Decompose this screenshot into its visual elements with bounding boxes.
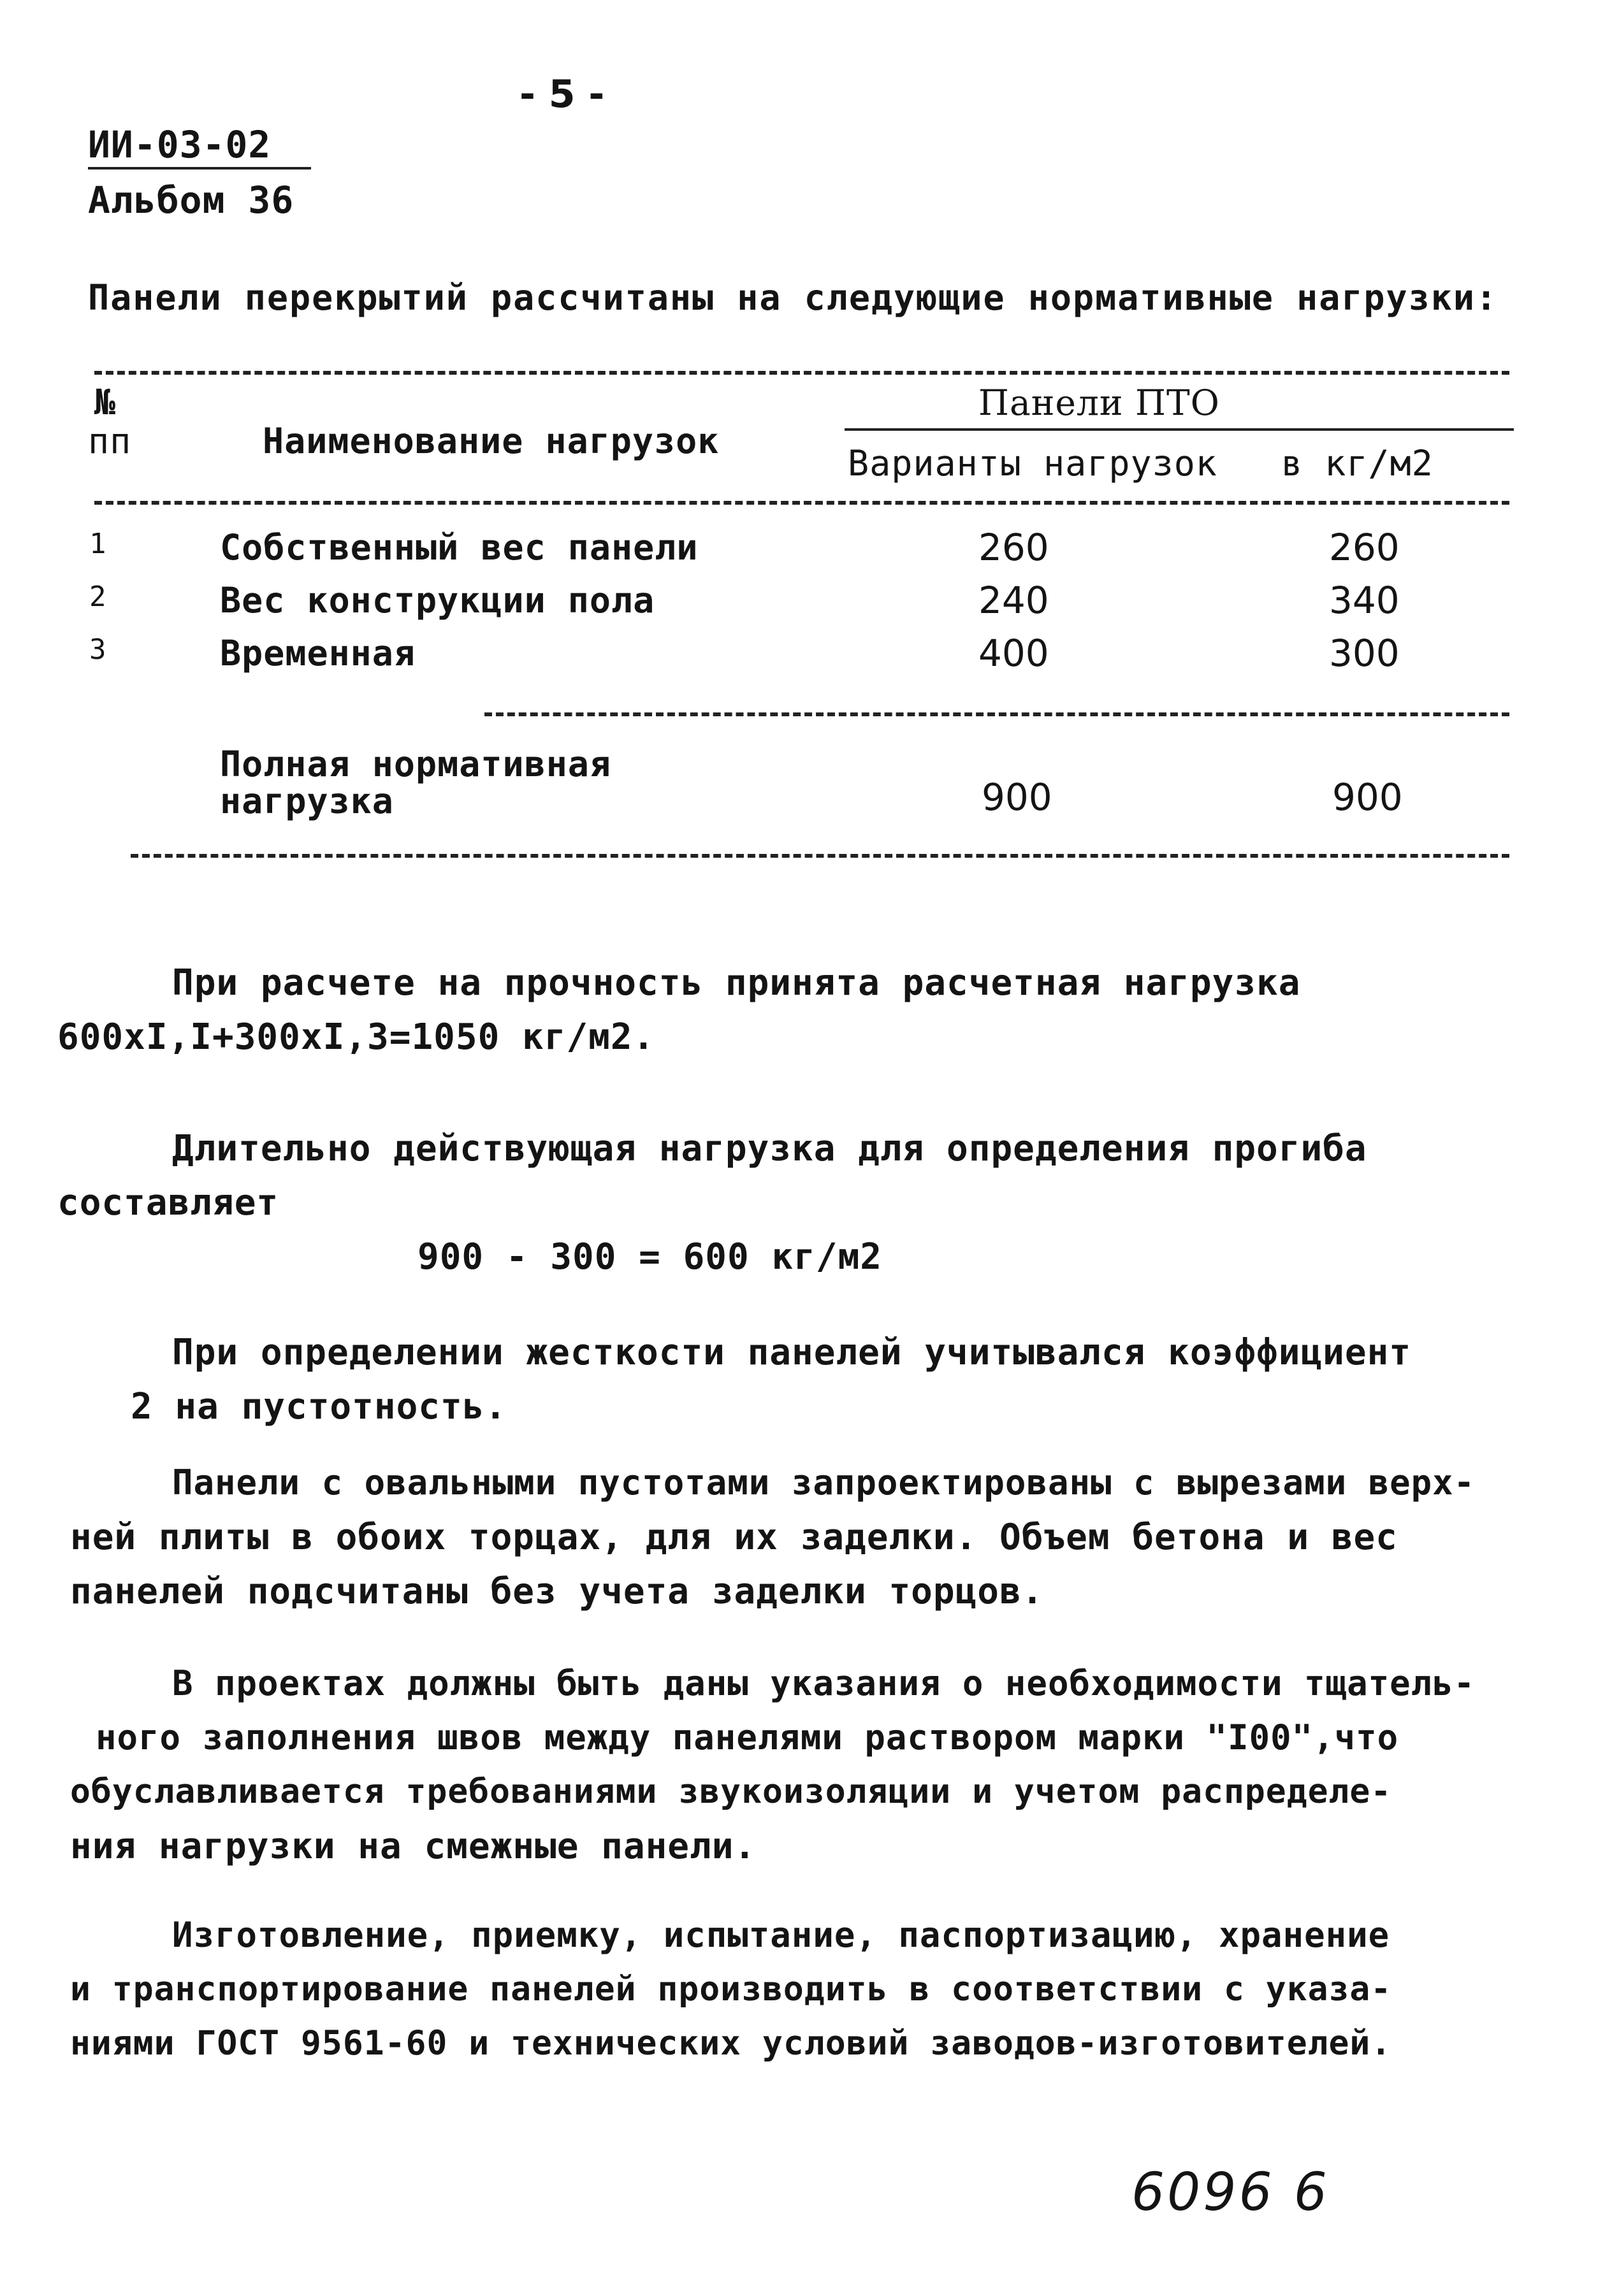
group-header-underline — [845, 428, 1514, 431]
table-header-rule — [94, 501, 1509, 505]
paragraph-line: 2 на пустотность. — [131, 1386, 507, 1427]
paragraph-line: При определении жесткости панелей учитывался коэффициент — [172, 1332, 1412, 1373]
handwritten-page-code: 6096 6 — [1131, 2162, 1330, 2223]
paragraph-line: Панели с овальными пустотами запроектированы с вырезами верх- — [172, 1462, 1476, 1503]
total-value-variant2: 900 — [1332, 776, 1403, 819]
row-value-variant1: 240 — [978, 579, 1049, 622]
paragraph-line: и транспортирование панелей производить в соответствии с указа- — [70, 1970, 1392, 2009]
document-code-underline — [88, 167, 311, 170]
col-num-header: № — [94, 382, 117, 422]
paragraph-line: обуславливается требованиями звукоизоляции и учетом распределе- — [70, 1772, 1392, 1811]
paragraph-line: панелей подсчитаны без учета заделки торцов. — [70, 1571, 1044, 1612]
paragraph-line: Изготовление, приемку, испытание, паспортизацию, хранение — [172, 1915, 1390, 1955]
total-label-line2: нагрузка — [220, 781, 394, 821]
group-header: Панели ПТО — [978, 382, 1220, 423]
table-bottom-rule — [131, 854, 1509, 858]
page-number: - 5 - — [519, 72, 605, 117]
paragraph-line: 600хI,I+300хI,3=1050 кг/м2. — [57, 1016, 655, 1058]
paragraph-line: В проектах должны быть даны указания о необходимости тщатель- — [172, 1663, 1476, 1703]
album-label: Альбом 36 — [88, 178, 294, 222]
paragraph-line: ного заполнения швов между панелями раствором марки "I00",что — [96, 1717, 1399, 1758]
row-name: Временная — [220, 633, 416, 674]
table-subtotal-rule — [484, 712, 1509, 716]
col-name-header: Наименование нагрузок — [263, 421, 720, 461]
row-value-variant2: 340 — [1329, 579, 1400, 622]
row-value-variant1: 260 — [978, 526, 1049, 569]
paragraph-line: Длительно действующая нагрузка для определения прогиба — [172, 1128, 1367, 1169]
paragraph-line: ниями ГОСТ 9561-60 и технических условий заводов-изготовителей. — [70, 2024, 1392, 2063]
total-value-variant1: 900 — [982, 776, 1052, 819]
row-value-variant1: 400 — [978, 632, 1049, 675]
sub-header-variants: Варианты нагрузок — [848, 443, 1217, 484]
col-num-header-sub: пп — [88, 421, 132, 461]
row-value-variant2: 260 — [1329, 526, 1400, 569]
row-name: Вес конструкции пола — [220, 580, 655, 621]
load-formula: 900 - 300 = 600 кг/м2 — [417, 1236, 883, 1278]
paragraph-line: При расчете на прочность принята расчетная нагрузка — [172, 962, 1301, 1004]
intro-text: Панели перекрытий рассчитаны на следующие нормативные нагрузки: — [88, 277, 1499, 318]
paragraph-line: составляет — [57, 1182, 279, 1224]
row-num: 1 — [89, 528, 107, 560]
row-num: 3 — [89, 633, 107, 666]
row-value-variant2: 300 — [1329, 632, 1400, 675]
sub-header-units: в кг/м2 — [1281, 443, 1434, 484]
total-label-line1: Полная нормативная — [220, 744, 612, 784]
table-top-rule — [94, 371, 1509, 375]
document-code: ИИ-03-02 — [88, 123, 272, 166]
paragraph-line: ней плиты в обоих торцах, для их заделки. Объем бетона и вес — [70, 1517, 1398, 1558]
paragraph-line: ния нагрузки на смежные панели. — [70, 1826, 757, 1867]
row-num: 2 — [89, 581, 107, 613]
row-name: Собственный вес панели — [220, 527, 699, 568]
